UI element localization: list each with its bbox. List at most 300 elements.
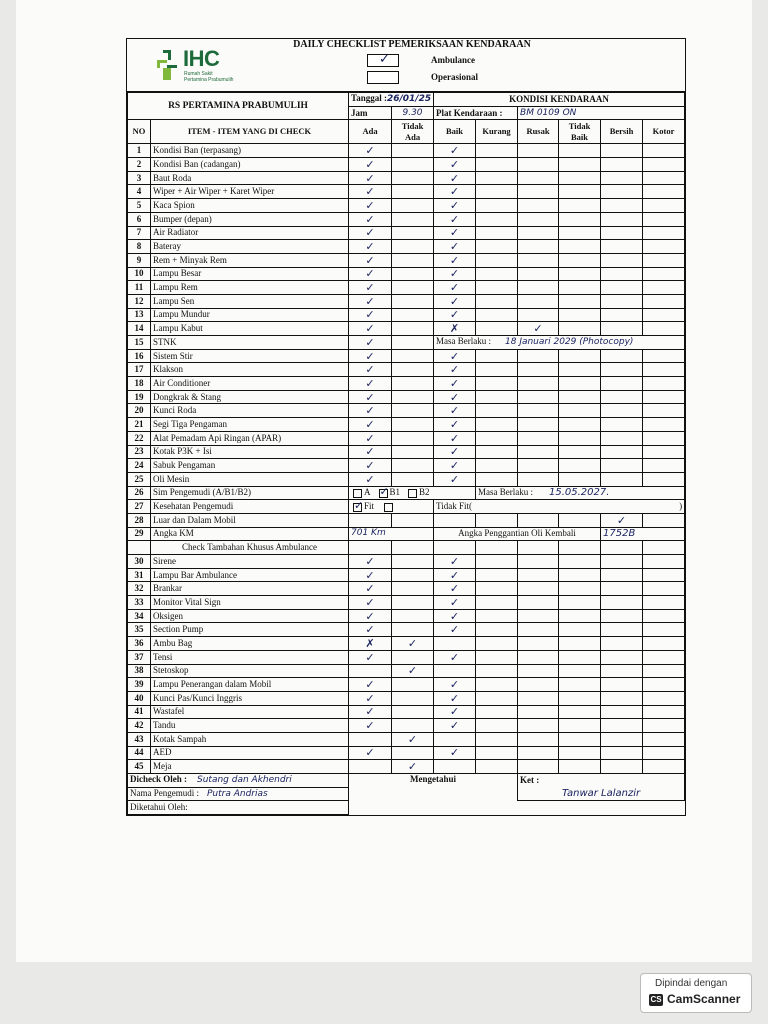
- check-kurang[interactable]: [476, 705, 518, 719]
- check-kotor[interactable]: [643, 226, 685, 240]
- check-tidak[interactable]: [392, 144, 434, 158]
- check-rusak[interactable]: [518, 445, 559, 459]
- check-kurang[interactable]: [476, 404, 518, 418]
- check-baik[interactable]: ✓: [434, 705, 476, 719]
- check-tidak[interactable]: [392, 418, 434, 432]
- check-ada[interactable]: ✓: [349, 336, 392, 350]
- check-ada[interactable]: ✓: [349, 459, 392, 473]
- check-rusak[interactable]: [518, 609, 559, 623]
- check-tidakbaik[interactable]: [559, 404, 601, 418]
- check-tidak[interactable]: [392, 555, 434, 569]
- check-tidakbaik[interactable]: [559, 281, 601, 295]
- check-tidak[interactable]: [392, 308, 434, 322]
- tanggal-value[interactable]: 26/01/25: [386, 94, 432, 105]
- check-rusak[interactable]: [518, 596, 559, 610]
- check-baik[interactable]: ✓: [434, 267, 476, 281]
- check-bersih[interactable]: [601, 719, 643, 733]
- check-tidak[interactable]: ✓: [392, 637, 434, 651]
- check-tidakbaik[interactable]: [559, 212, 601, 226]
- check-bersih[interactable]: [601, 732, 643, 746]
- stnk-masa-berlaku[interactable]: [434, 336, 685, 350]
- check-kotor[interactable]: [643, 459, 685, 473]
- check-bersih[interactable]: [601, 568, 643, 582]
- check-tidakbaik[interactable]: [559, 555, 601, 569]
- check-rusak[interactable]: [518, 459, 559, 473]
- check-bersih[interactable]: [601, 418, 643, 432]
- check-rusak[interactable]: [518, 390, 559, 404]
- check-bersih[interactable]: [601, 596, 643, 610]
- check-bersih[interactable]: [601, 185, 643, 199]
- check-kurang[interactable]: [476, 678, 518, 692]
- check-baik[interactable]: ✓: [434, 609, 476, 623]
- check-kurang[interactable]: [476, 555, 518, 569]
- check-empty[interactable]: [392, 513, 434, 527]
- check-tidakbaik[interactable]: [559, 445, 601, 459]
- check-kotor[interactable]: [643, 281, 685, 295]
- check-ada[interactable]: ✓: [349, 377, 392, 391]
- check-bersih[interactable]: [601, 377, 643, 391]
- check-baik[interactable]: ✗: [434, 322, 476, 336]
- check-ada[interactable]: ✓: [349, 404, 392, 418]
- check-bersih[interactable]: [601, 404, 643, 418]
- check-kotor[interactable]: [643, 253, 685, 267]
- check-tidakbaik[interactable]: [559, 664, 601, 678]
- check-bersih[interactable]: [601, 431, 643, 445]
- check-kotor[interactable]: [643, 623, 685, 637]
- check-kurang[interactable]: [476, 363, 518, 377]
- check-rusak[interactable]: [518, 555, 559, 569]
- check-ada[interactable]: ✓: [349, 171, 392, 185]
- check-baik[interactable]: ✓: [434, 363, 476, 377]
- check-kotor[interactable]: [643, 445, 685, 459]
- check-tidakbaik[interactable]: [559, 678, 601, 692]
- check-tidak[interactable]: [392, 294, 434, 308]
- check-rusak[interactable]: [518, 664, 559, 678]
- check-kurang[interactable]: [476, 596, 518, 610]
- check-baik[interactable]: ✓: [434, 555, 476, 569]
- check-tidak[interactable]: [392, 719, 434, 733]
- check-bersih[interactable]: [601, 637, 643, 651]
- check-baik[interactable]: ✓: [434, 158, 476, 172]
- check-kotor[interactable]: [643, 705, 685, 719]
- check-kotor[interactable]: [643, 472, 685, 486]
- check-ada[interactable]: ✓: [349, 363, 392, 377]
- check-kotor[interactable]: [643, 732, 685, 746]
- check-tidakbaik[interactable]: [559, 650, 601, 664]
- check-tidakbaik[interactable]: [559, 363, 601, 377]
- check-rusak[interactable]: [518, 185, 559, 199]
- check-tidak[interactable]: [392, 322, 434, 336]
- check-ada[interactable]: ✓: [349, 267, 392, 281]
- check-tidak[interactable]: [392, 336, 434, 350]
- check-baik[interactable]: ✓: [434, 472, 476, 486]
- check-bersih[interactable]: [601, 363, 643, 377]
- oli-value[interactable]: 1752B: [601, 527, 685, 541]
- check-rusak[interactable]: [518, 281, 559, 295]
- check-kurang[interactable]: [476, 582, 518, 596]
- check-rusak[interactable]: [518, 349, 559, 363]
- check-kurang[interactable]: [476, 568, 518, 582]
- check-bersih[interactable]: [601, 267, 643, 281]
- check-tidakbaik[interactable]: [559, 691, 601, 705]
- check-ada[interactable]: ✓: [349, 609, 392, 623]
- check-rusak[interactable]: [518, 199, 559, 213]
- check-ada[interactable]: ✓: [349, 322, 392, 336]
- check-kotor[interactable]: [643, 746, 685, 760]
- check-kotor[interactable]: [643, 664, 685, 678]
- check-ada[interactable]: ✗: [349, 637, 392, 651]
- check-kurang[interactable]: [476, 294, 518, 308]
- check-tidak[interactable]: [392, 431, 434, 445]
- check-tidak[interactable]: [392, 158, 434, 172]
- check-tidakbaik[interactable]: [559, 171, 601, 185]
- check-bersih[interactable]: [601, 212, 643, 226]
- check-tidakbaik[interactable]: [559, 294, 601, 308]
- check-bersih[interactable]: [601, 623, 643, 637]
- check-tidak[interactable]: [392, 171, 434, 185]
- check-tidakbaik[interactable]: [559, 719, 601, 733]
- check-tidak[interactable]: [392, 568, 434, 582]
- check-baik[interactable]: [434, 732, 476, 746]
- check-empty[interactable]: [476, 513, 518, 527]
- check-tidakbaik[interactable]: [559, 623, 601, 637]
- check-ada[interactable]: ✓: [349, 678, 392, 692]
- check-tidakbaik[interactable]: [559, 472, 601, 486]
- check-rusak[interactable]: [518, 650, 559, 664]
- check-bersih[interactable]: [601, 390, 643, 404]
- check-tidakbaik[interactable]: [559, 705, 601, 719]
- check-rusak[interactable]: [518, 760, 559, 774]
- check-kurang[interactable]: [476, 719, 518, 733]
- check-rusak[interactable]: [518, 212, 559, 226]
- check-bersih[interactable]: [601, 308, 643, 322]
- check-kotor[interactable]: [643, 431, 685, 445]
- check-kurang[interactable]: [476, 732, 518, 746]
- check-rusak[interactable]: [518, 144, 559, 158]
- check-rusak[interactable]: [518, 691, 559, 705]
- check-ada[interactable]: ✓: [349, 349, 392, 363]
- check-baik[interactable]: ✓: [434, 199, 476, 213]
- check-ada[interactable]: ✓: [349, 445, 392, 459]
- check-bersih[interactable]: [601, 459, 643, 473]
- check-kurang[interactable]: [476, 253, 518, 267]
- check-ada[interactable]: ✓: [349, 719, 392, 733]
- km-value[interactable]: 701 Km: [349, 527, 434, 541]
- check-tidakbaik[interactable]: [559, 158, 601, 172]
- check-ada[interactable]: ✓: [349, 568, 392, 582]
- check-kotor[interactable]: [643, 363, 685, 377]
- check-baik[interactable]: ✓: [434, 418, 476, 432]
- check-baik[interactable]: ✓: [434, 678, 476, 692]
- check-tidak[interactable]: [392, 349, 434, 363]
- check-ada[interactable]: ✓: [349, 705, 392, 719]
- check-kurang[interactable]: [476, 390, 518, 404]
- check-kurang[interactable]: [476, 664, 518, 678]
- check-baik[interactable]: [434, 637, 476, 651]
- check-ada[interactable]: ✓: [349, 212, 392, 226]
- check-tidakbaik[interactable]: [559, 418, 601, 432]
- check-tidakbaik[interactable]: [559, 596, 601, 610]
- check-kurang[interactable]: [476, 185, 518, 199]
- check-bersih[interactable]: [601, 144, 643, 158]
- check-kotor[interactable]: [643, 596, 685, 610]
- check-tidak[interactable]: [392, 185, 434, 199]
- check-baik[interactable]: ✓: [434, 691, 476, 705]
- check-bersih[interactable]: [601, 472, 643, 486]
- check-kurang[interactable]: [476, 609, 518, 623]
- check-kotor[interactable]: [643, 144, 685, 158]
- check-ada[interactable]: ✓: [349, 199, 392, 213]
- check-baik[interactable]: [434, 664, 476, 678]
- check-bersih[interactable]: [601, 691, 643, 705]
- check-bersih[interactable]: [601, 158, 643, 172]
- check-ada[interactable]: ✓: [349, 144, 392, 158]
- check-kotor[interactable]: [643, 171, 685, 185]
- check-kurang[interactable]: [476, 226, 518, 240]
- check-baik[interactable]: ✓: [434, 253, 476, 267]
- check-kurang[interactable]: [476, 158, 518, 172]
- ket-signature[interactable]: Tanwar Lalanzir: [518, 787, 685, 801]
- check-tidak[interactable]: [392, 746, 434, 760]
- check-baik[interactable]: ✓: [434, 144, 476, 158]
- check-tidakbaik[interactable]: [559, 226, 601, 240]
- check-kurang[interactable]: [476, 349, 518, 363]
- check-rusak[interactable]: [518, 294, 559, 308]
- check-rusak[interactable]: ✓: [518, 322, 559, 336]
- check-tidakbaik[interactable]: [559, 377, 601, 391]
- check-ada[interactable]: ✓: [349, 390, 392, 404]
- check-baik[interactable]: [434, 760, 476, 774]
- check-baik[interactable]: ✓: [434, 719, 476, 733]
- check-tidak[interactable]: [392, 267, 434, 281]
- check-rusak[interactable]: [518, 418, 559, 432]
- check-baik[interactable]: ✓: [434, 568, 476, 582]
- check-tidak[interactable]: [392, 459, 434, 473]
- check-rusak[interactable]: [518, 267, 559, 281]
- check-kurang[interactable]: [476, 459, 518, 473]
- check-kotor[interactable]: [643, 390, 685, 404]
- check-tidakbaik[interactable]: [559, 760, 601, 774]
- check-kotor[interactable]: [643, 582, 685, 596]
- sim-opt_b1-checkbox[interactable]: [379, 489, 388, 498]
- check-bersih[interactable]: [601, 705, 643, 719]
- fit-checkbox[interactable]: [353, 503, 362, 512]
- check-tidak[interactable]: [392, 390, 434, 404]
- check-kotor[interactable]: [643, 185, 685, 199]
- check-kurang[interactable]: [476, 691, 518, 705]
- check-rusak[interactable]: [518, 623, 559, 637]
- check-kurang[interactable]: [476, 760, 518, 774]
- check-ada[interactable]: ✓: [349, 746, 392, 760]
- check-ada[interactable]: [349, 664, 392, 678]
- check-kurang[interactable]: [476, 377, 518, 391]
- check-bersih[interactable]: [601, 678, 643, 692]
- pengemudi-signature[interactable]: Putra Andrias: [207, 789, 268, 800]
- check-rusak[interactable]: [518, 377, 559, 391]
- check-tidakbaik[interactable]: [559, 431, 601, 445]
- check-tidak[interactable]: ✓: [392, 664, 434, 678]
- check-rusak[interactable]: [518, 719, 559, 733]
- check-kurang[interactable]: [476, 418, 518, 432]
- check-tidak[interactable]: [392, 623, 434, 637]
- masa-value[interactable]: 18 Januari 2029 (Photocopy): [505, 337, 634, 348]
- check-ada[interactable]: ✓: [349, 596, 392, 610]
- check-baik[interactable]: ✓: [434, 294, 476, 308]
- masa-value[interactable]: 15.05.2027.: [549, 487, 610, 499]
- check-kotor[interactable]: [643, 377, 685, 391]
- check-tidakbaik[interactable]: [559, 185, 601, 199]
- check-kotor[interactable]: [643, 555, 685, 569]
- check-empty[interactable]: [518, 513, 559, 527]
- check-baik[interactable]: ✓: [434, 212, 476, 226]
- check-bersih[interactable]: [601, 171, 643, 185]
- check-ada[interactable]: ✓: [349, 555, 392, 569]
- check-baik[interactable]: ✓: [434, 349, 476, 363]
- check-ada[interactable]: ✓: [349, 582, 392, 596]
- check-bersih[interactable]: [601, 650, 643, 664]
- check-tidakbaik[interactable]: [559, 144, 601, 158]
- check-tidakbaik[interactable]: [559, 322, 601, 336]
- check-rusak[interactable]: [518, 171, 559, 185]
- check-tidak[interactable]: [392, 281, 434, 295]
- check-kurang[interactable]: [476, 281, 518, 295]
- check-kurang[interactable]: [476, 650, 518, 664]
- check-tidakbaik[interactable]: [559, 240, 601, 254]
- check-tidak[interactable]: [392, 253, 434, 267]
- check-tidakbaik[interactable]: [559, 267, 601, 281]
- check-tidak[interactable]: [392, 199, 434, 213]
- check-ada[interactable]: ✓: [349, 308, 392, 322]
- check-baik[interactable]: ✓: [434, 171, 476, 185]
- check-kotor[interactable]: [643, 418, 685, 432]
- check-kurang[interactable]: [476, 308, 518, 322]
- check-kurang[interactable]: [476, 171, 518, 185]
- check-baik[interactable]: ✓: [434, 281, 476, 295]
- check-baik[interactable]: ✓: [434, 445, 476, 459]
- check-kotor[interactable]: [643, 199, 685, 213]
- check-tidak[interactable]: [392, 445, 434, 459]
- check-kotor[interactable]: [643, 760, 685, 774]
- check-baik[interactable]: ✓: [434, 308, 476, 322]
- check-kotor[interactable]: [643, 404, 685, 418]
- check-baik[interactable]: ✓: [434, 390, 476, 404]
- check-ada[interactable]: ✓: [349, 472, 392, 486]
- check-ada[interactable]: [349, 760, 392, 774]
- check-tidak[interactable]: [392, 650, 434, 664]
- check-bersih[interactable]: [601, 760, 643, 774]
- check-ada[interactable]: [349, 732, 392, 746]
- check-bersih[interactable]: [601, 253, 643, 267]
- check-kotor[interactable]: [643, 212, 685, 226]
- check-tidak[interactable]: [392, 212, 434, 226]
- sim-opt_b2-checkbox[interactable]: [408, 489, 417, 498]
- check-baik[interactable]: ✓: [434, 226, 476, 240]
- check-bersih[interactable]: [601, 349, 643, 363]
- check-baik[interactable]: ✓: [434, 623, 476, 637]
- check-tidakbaik[interactable]: [559, 568, 601, 582]
- check-kurang[interactable]: [476, 267, 518, 281]
- check-kotor[interactable]: [643, 513, 685, 527]
- check-bersih[interactable]: [601, 609, 643, 623]
- check-baik[interactable]: ✓: [434, 459, 476, 473]
- check-kotor[interactable]: [643, 308, 685, 322]
- check-tidakbaik[interactable]: [559, 746, 601, 760]
- check-tidak[interactable]: [392, 377, 434, 391]
- check-tidak[interactable]: [392, 596, 434, 610]
- check-tidak[interactable]: ✓: [392, 732, 434, 746]
- check-tidak[interactable]: [392, 609, 434, 623]
- check-ada[interactable]: ✓: [349, 623, 392, 637]
- check-rusak[interactable]: [518, 431, 559, 445]
- jam-value[interactable]: 9.30: [392, 106, 434, 120]
- check-bersih[interactable]: [601, 199, 643, 213]
- check-kotor[interactable]: [643, 267, 685, 281]
- check-bersih[interactable]: [601, 294, 643, 308]
- check-kurang[interactable]: [476, 623, 518, 637]
- check-bersih[interactable]: [601, 664, 643, 678]
- check-baik[interactable]: ✓: [434, 746, 476, 760]
- check-bersih[interactable]: ✓: [601, 513, 643, 527]
- check-ada[interactable]: ✓: [349, 431, 392, 445]
- sim-masa-berlaku[interactable]: [476, 486, 685, 500]
- check-tidakbaik[interactable]: [559, 582, 601, 596]
- check-tidakbaik[interactable]: [559, 390, 601, 404]
- check-rusak[interactable]: [518, 158, 559, 172]
- check-kotor[interactable]: [643, 568, 685, 582]
- check-rusak[interactable]: [518, 472, 559, 486]
- check-kurang[interactable]: [476, 637, 518, 651]
- check-rusak[interactable]: [518, 582, 559, 596]
- check-kotor[interactable]: [643, 691, 685, 705]
- check-rusak[interactable]: [518, 678, 559, 692]
- check-tidak[interactable]: [392, 404, 434, 418]
- check-rusak[interactable]: [518, 308, 559, 322]
- check-bersih[interactable]: [601, 582, 643, 596]
- check-kotor[interactable]: [643, 637, 685, 651]
- check-baik[interactable]: ✓: [434, 582, 476, 596]
- check-bersih[interactable]: [601, 240, 643, 254]
- check-baik[interactable]: ✓: [434, 185, 476, 199]
- check-kurang[interactable]: [476, 212, 518, 226]
- check-kurang[interactable]: [476, 445, 518, 459]
- check-ada[interactable]: ✓: [349, 226, 392, 240]
- check-ada[interactable]: ✓: [349, 240, 392, 254]
- check-ada[interactable]: ✓: [349, 281, 392, 295]
- check-tidak[interactable]: ✓: [392, 760, 434, 774]
- check-baik[interactable]: ✓: [434, 377, 476, 391]
- check-tidakbaik[interactable]: [559, 349, 601, 363]
- check-tidak[interactable]: [392, 705, 434, 719]
- check-tidak[interactable]: [392, 240, 434, 254]
- check-ada[interactable]: ✓: [349, 158, 392, 172]
- check-kotor[interactable]: [643, 719, 685, 733]
- dicheck-signature[interactable]: Sutang dan Akhendri: [197, 775, 292, 786]
- check-rusak[interactable]: [518, 404, 559, 418]
- check-kotor[interactable]: [643, 678, 685, 692]
- check-rusak[interactable]: [518, 732, 559, 746]
- check-tidak[interactable]: [392, 226, 434, 240]
- check-rusak[interactable]: [518, 637, 559, 651]
- check-bersih[interactable]: [601, 445, 643, 459]
- check-ada[interactable]: ✓: [349, 418, 392, 432]
- check-kotor[interactable]: [643, 349, 685, 363]
- check-tidak[interactable]: [392, 472, 434, 486]
- check-kurang[interactable]: [476, 199, 518, 213]
- check-kurang[interactable]: [476, 322, 518, 336]
- check-bersih[interactable]: [601, 322, 643, 336]
- check-kurang[interactable]: [476, 472, 518, 486]
- check-tidakbaik[interactable]: [559, 308, 601, 322]
